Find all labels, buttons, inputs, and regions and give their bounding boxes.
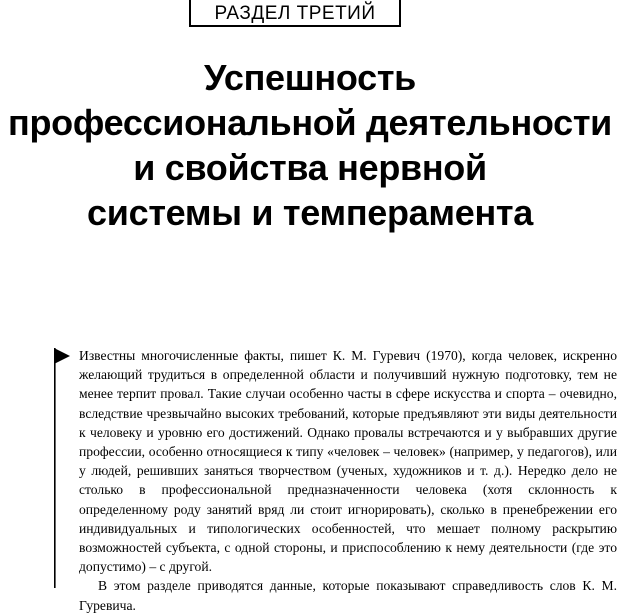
section-label: РАЗДЕЛ ТРЕТИЙ [214,2,376,24]
title-line-1: Успешность [204,57,416,98]
pennant-flag-icon [54,348,74,588]
title-line-2: профессиональной деятельности [8,102,612,143]
paragraph-2: В этом разделе приводятся данные, которые показывают справедливость слов К. М. Гуревича. [79,578,617,613]
title-line-3: и свойства нервной [133,147,487,188]
section-header-box [189,0,401,27]
chapter-title [0,55,620,235]
intro-text [79,346,617,615]
title-line-4: системы и темперамента [87,192,533,233]
paragraph-1: Известны многочисленные факты, пишет К. М. Гуревич (1970), когда человек, искренно желающий трудиться в определенной области и получивший нужную подготовку, тем не менее терпит провал. Такие случаи особенно часты в сфере искусства и спорта – очевидно, вследствие чрезвычайно высоких требований, которые предъявляют эти виды деятельности к человеку и уровню его достижений. Однако провалы встречаются и у выбравших другие профессии, особенно относящиеся к типу «человек – человек» (например, у педагогов), или у людей, решивших заняться творчеством (ученых, художников и т. д.). Нередко дело не столько в профессиональной предназначенности человека (хотя склонность к определенному роду занятий вряд ли стоит игнорировать), сколько в пренебрежении его индивидуальных и типологических особенностей, что мешает полному раскрытию возможностей субъекта, с одной стороны, и приспособлению к нему деятельности (где это допустимо) – с другой. [79,348,617,575]
